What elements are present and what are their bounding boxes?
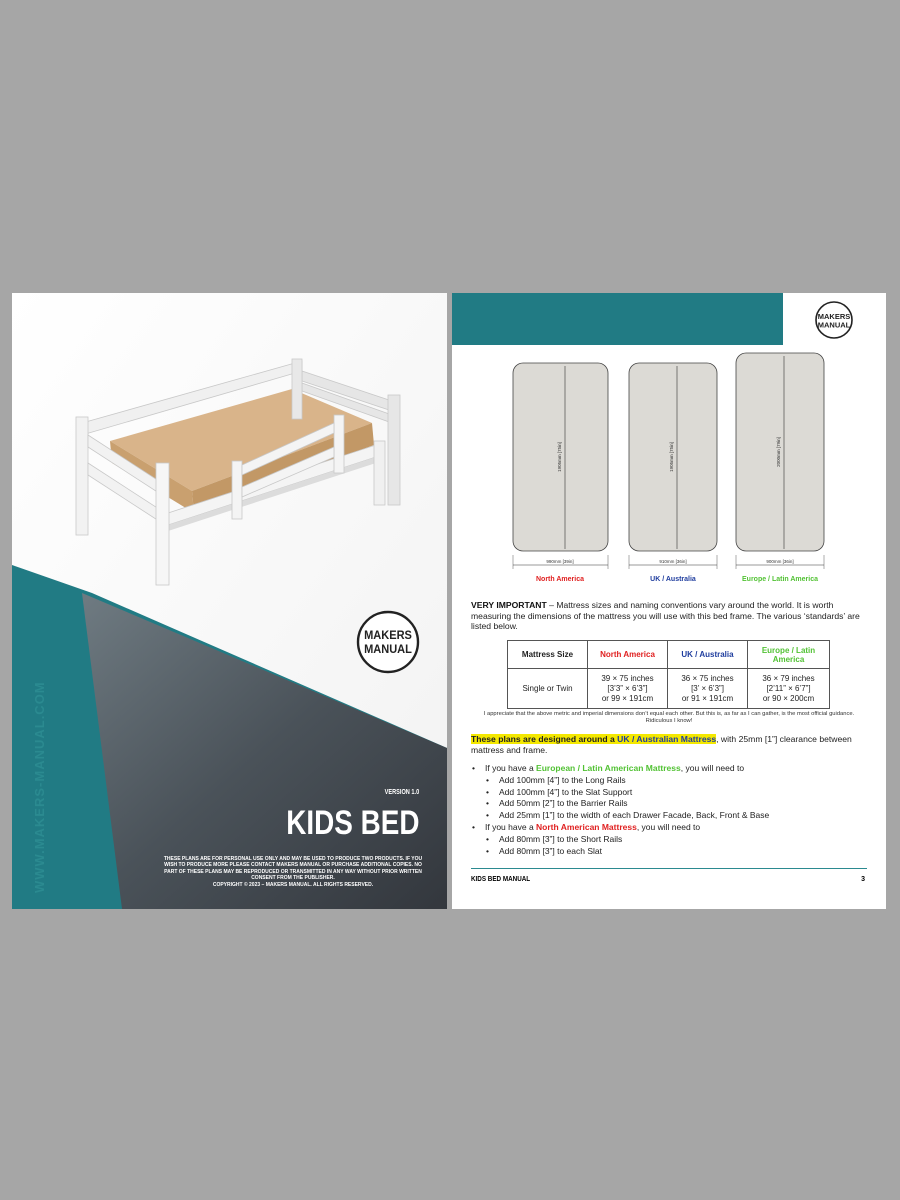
- header-logo-line2: MANUAL: [817, 320, 851, 330]
- cover-page: [12, 293, 447, 909]
- side-url: WWW.MAKERS-MANUAL.COM: [32, 681, 47, 893]
- dimension-note: I appreciate that the above metric and imperial dimensions don’t equal each other. But this is, as far as I can gather, is the most official guidance. Ridiculous I know!: [483, 711, 855, 725]
- list-item: • Add 50mm [2”] to the Barrier Rails: [471, 798, 871, 810]
- header-mattress-size: Mattress Size: [508, 641, 588, 669]
- table-row: [508, 669, 830, 709]
- footer-title: KIDS BED MANUAL: [471, 876, 531, 883]
- list-item: [471, 822, 871, 834]
- legal-notice: THESE PLANS ARE FOR PERSONAL USE ONLY AND MAY BE USED TO PRODUCE TWO PRODUCTS. IF YOU WISH TO PRODUCE MORE PLEASE CONTACT MAKERS MANUAL OR PURCHASE ADDITIONAL COPIES. NO PART OF THESE PLANS MAY BE REPRODUCED OR TRANSMITTED IN ANY WAY WITHOUT PRIOR WRITTEN CONSENT FROM THE PUBLISHER.: [163, 856, 423, 881]
- cell-uk-australia: [668, 669, 748, 709]
- header-uk-australia: UK / Australia: [668, 641, 748, 669]
- cover-title: KIDS BED: [285, 804, 419, 842]
- mattress-europe: [736, 353, 824, 569]
- manual-page-3: [452, 293, 886, 909]
- na-suffix: , you will need to: [636, 821, 701, 832]
- label-north-america: North America: [536, 576, 584, 583]
- header-logo-line1: MAKERS: [817, 312, 851, 321]
- designed-highlight-uk: UK / Australian Mattress: [617, 734, 717, 744]
- copyright-notice: COPYRIGHT © 2023 – MAKERS MANUAL. ALL RIGHTS RESERVED.: [212, 882, 374, 888]
- page-number: 3: [861, 876, 865, 883]
- footer-divider: [471, 868, 867, 869]
- eu-prefix: If you have a: [485, 763, 537, 773]
- cell-line: or 91 × 191cm: [681, 693, 734, 703]
- row-label: Single or Twin: [508, 669, 588, 709]
- list-item: [471, 763, 871, 775]
- cell-line: or 90 × 200cm: [762, 693, 815, 703]
- na-length-dim: 1905mm [75in]: [557, 442, 562, 472]
- na-name: North American Mattress: [536, 821, 637, 832]
- eu-width-dim: 900mm [36in]: [766, 559, 794, 564]
- mattress-size-table: [507, 640, 830, 709]
- cell-line: [2’11” × 6’7”]: [766, 683, 811, 693]
- na-prefix: If you have a: [485, 821, 537, 832]
- makers-manual-logo: [356, 610, 420, 674]
- cell-europe: [748, 669, 830, 709]
- cell-line: 39 × 75 inches: [601, 673, 654, 683]
- important-paragraph: [471, 600, 869, 632]
- designed-highlight-prefix: These plans are designed around a: [471, 734, 618, 744]
- list-item: • Add 80mm [3”] to each Slat: [471, 846, 871, 858]
- logo-line1: MAKERS: [364, 629, 412, 643]
- cell-line: 36 × 79 inches: [762, 673, 815, 683]
- important-lead: VERY IMPORTANT: [471, 600, 547, 610]
- cell-line: [3’ × 6’3”]: [691, 683, 724, 693]
- designed-paragraph: [471, 734, 869, 755]
- header-europe: Europe / Latin America: [748, 641, 830, 669]
- mattress-diagrams: [452, 293, 886, 593]
- important-text: – Mattress sizes and naming conventions vary around the world. It is worth measuring the dimensions of the mattress you will use with this bed frame. The various ‘standards’ are listed below.: [471, 600, 860, 632]
- uk-length-dim: 1905mm [75in]: [669, 442, 674, 472]
- mattress-north-america: [513, 363, 608, 569]
- table-header-row: [508, 641, 830, 669]
- cell-line: or 99 × 191cm: [601, 693, 654, 703]
- version-label: VERSION 1.0: [384, 789, 419, 796]
- eu-suffix: , you will need to: [680, 763, 745, 773]
- uk-width-dim: 910mm [36in]: [659, 559, 687, 564]
- cell-line: 36 × 75 inches: [681, 673, 734, 683]
- cell-north-america: [588, 669, 668, 709]
- list-item: • Add 80mm [3”] to the Short Rails: [471, 834, 871, 846]
- list-item: • Add 100mm [4”] to the Slat Support: [471, 787, 871, 799]
- cell-line: [3’3” × 6’3”]: [607, 683, 648, 693]
- designed-rest: , with 25mm [1”] clearance between mattress and frame.: [471, 734, 852, 755]
- list-item: • Add 25mm [1”] to the width of each Drawer Facade, Back, Front & Base: [471, 810, 871, 822]
- list-item: • Add 100mm [4”] to the Long Rails: [471, 775, 871, 787]
- eu-length-dim: 2000mm [79in]: [776, 437, 781, 467]
- header-north-america: North America: [588, 641, 668, 669]
- mattress-uk-australia: [629, 363, 717, 569]
- kids-bed-illustration: [52, 323, 412, 593]
- label-europe: Europe / Latin America: [742, 576, 818, 583]
- adjustment-list: [471, 763, 871, 857]
- label-uk-australia: UK / Australia: [650, 576, 696, 583]
- logo-line2: MANUAL: [364, 643, 412, 657]
- eu-name: European / Latin American Mattress: [536, 763, 681, 773]
- na-width-dim: 990mm [39in]: [546, 559, 574, 564]
